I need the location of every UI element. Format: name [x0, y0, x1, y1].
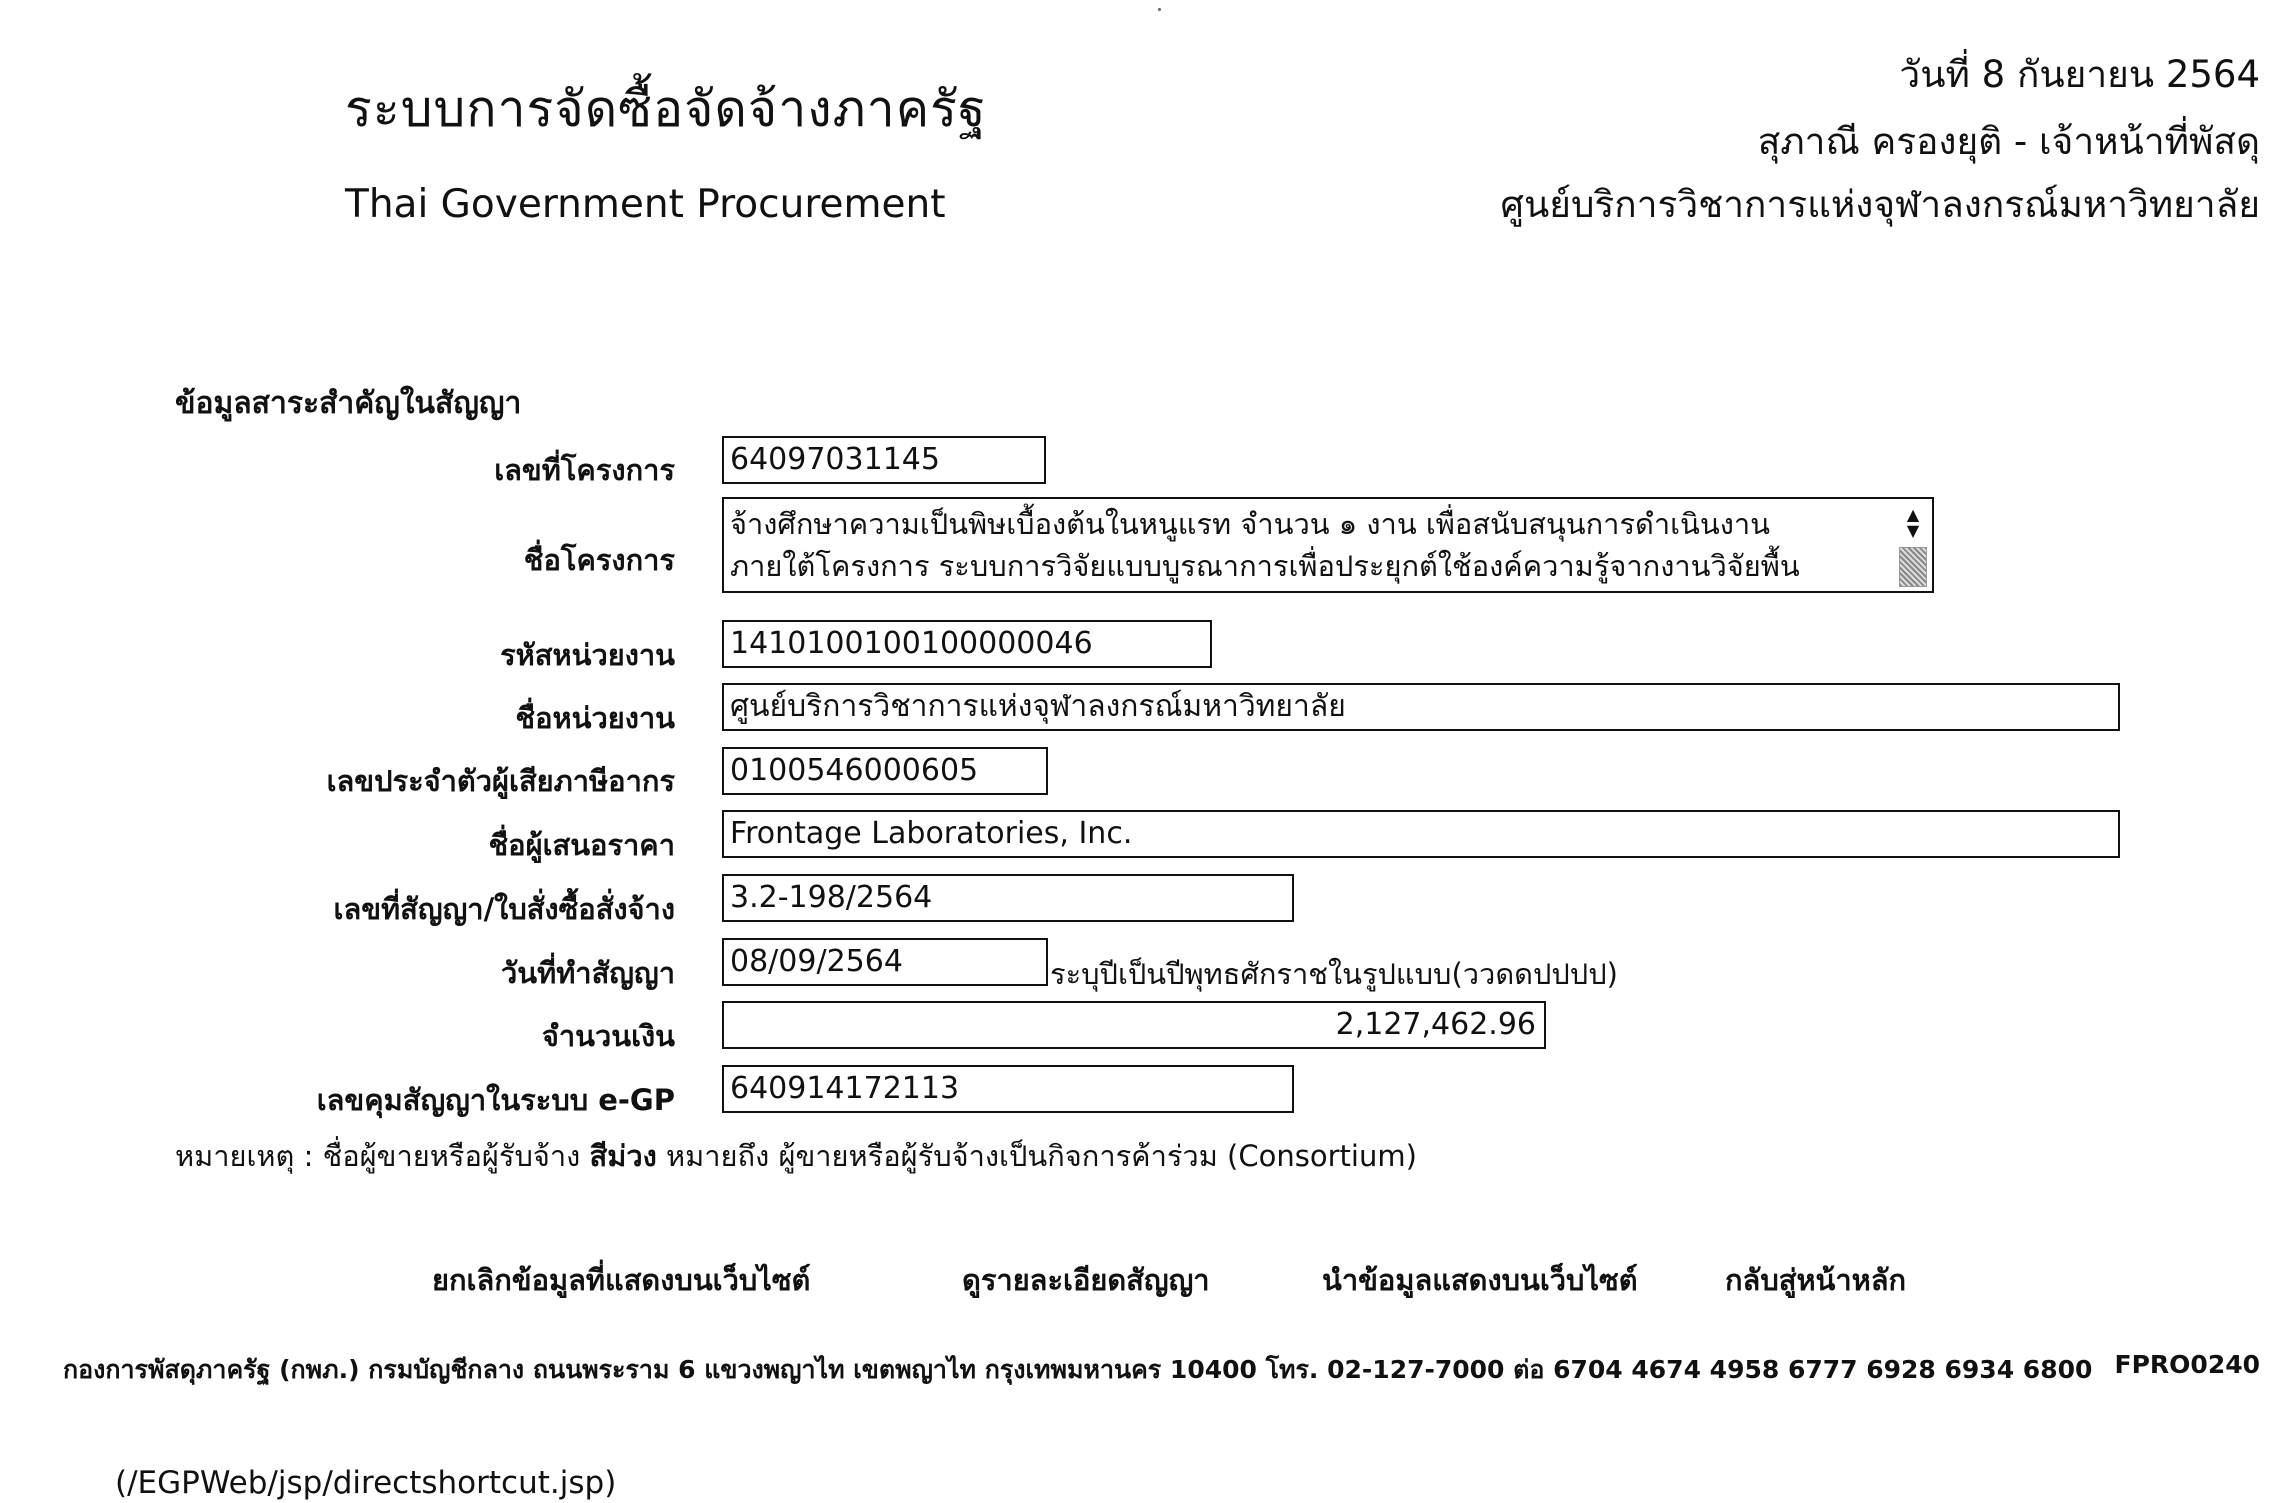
project-name-label: ชื่อโครงการ: [523, 543, 675, 577]
scroll-arrows-icon[interactable]: ▲ ▼: [1906, 507, 1920, 539]
bidder-name-label: ชื่อผู้เสนอราคา: [488, 828, 675, 862]
header-user: สุภาณี ครองยุติ - เจ้าหน้าที่พัสดุ: [1757, 120, 2260, 163]
note-prefix: หมายเหตุ : ชื่อผู้ขายหรือผู้รับจ้าง: [175, 1139, 581, 1173]
contract-no-label: เลขที่สัญญา/ใบสั่งซื้อสั่งจ้าง: [333, 892, 675, 926]
project-no-field[interactable]: 64097031145: [722, 436, 1046, 484]
agency-name-field[interactable]: ศูนย์บริการวิชาการแห่งจุฬาลงกรณ์มหาวิทยาลัย: [722, 683, 2120, 731]
view-contract-link[interactable]: ดูรายละเอียดสัญญา: [962, 1263, 1210, 1297]
egp-control-no-label: เลขคุมสัญญาในระบบ e-GP: [316, 1083, 675, 1117]
contract-date-label: วันที่ทำสัญญา: [500, 956, 675, 990]
project-name-line-1: จ้างศึกษาความเป็นพิษเบื้องต้นในหนูแรท จำนวน ๑ งาน เพื่อสนับสนุนการดำเนินงาน: [730, 507, 1770, 541]
scroll-thumb[interactable]: [1899, 547, 1927, 587]
contract-date-field[interactable]: 08/09/2564: [722, 938, 1048, 986]
back-to-home-link[interactable]: กลับสู่หน้าหลัก: [1725, 1263, 1907, 1297]
page-code: FPRO0240: [2114, 1350, 2260, 1379]
agency-code-label: รหัสหน่วยงาน: [500, 638, 675, 672]
agency-code-field[interactable]: 1410100100100000046: [722, 620, 1212, 668]
system-title-th: ระบบการจัดซื้อจัดจ้างภาครัฐ: [345, 80, 987, 138]
agency-name-label: ชื่อหน่วยงาน: [515, 701, 675, 735]
amount-field[interactable]: 2,127,462.96: [722, 1001, 1546, 1049]
stray-dot: [1158, 8, 1161, 11]
project-name-line-2: ภายใต้โครงการ ระบบการวิจัยแบบบูรณาการเพื่อประยุกต์ใช้องค์ความรู้จากงานวิจัยพื้น: [730, 549, 1800, 583]
section-title: ข้อมูลสาระสำคัญในสัญญา: [175, 386, 522, 421]
page-url: (/EGPWeb/jsp/directshortcut.jsp): [115, 1465, 617, 1501]
publish-link[interactable]: นำข้อมูลแสดงบนเว็บไซต์: [1322, 1263, 1638, 1297]
egp-control-no-field[interactable]: 640914172113: [722, 1065, 1294, 1113]
project-name-textarea[interactable]: [722, 497, 1934, 593]
consortium-note: [175, 1133, 1417, 1179]
header-organization: ศูนย์บริการวิชาการแห่งจุฬาลงกรณ์มหาวิทยาลัย: [1500, 183, 2260, 226]
note-suffix: หมายถึง ผู้ขายหรือผู้รับจ้างเป็นกิจการค้าร่วม (Consortium): [666, 1139, 1417, 1173]
tax-id-label: เลขประจำตัวผู้เสียภาษีอากร: [326, 764, 675, 798]
system-title-en: Thai Government Procurement: [345, 182, 946, 227]
cancel-publication-link[interactable]: ยกเลิกข้อมูลที่แสดงบนเว็บไซต์: [432, 1263, 811, 1297]
header-date: วันที่ 8 กันยายน 2564: [1899, 53, 2260, 96]
amount-label: จำนวนเงิน: [541, 1019, 675, 1053]
tax-id-field[interactable]: 0100546000605: [722, 747, 1048, 795]
contract-no-field[interactable]: 3.2-198/2564: [722, 874, 1294, 922]
footer-address: กองการพัสดุภาครัฐ (กพภ.) กรมบัญชีกลาง ถนนพระราม 6 แขวงพญาไท เขตพญาไท กรุงเทพมหานคร 10400 โทร. 02-127-7000 ต่อ 6704 4674 4958 6777 6928 6934 6800: [63, 1355, 2093, 1384]
project-no-label: เลขที่โครงการ: [494, 453, 675, 487]
note-highlight: สีม่วง: [589, 1139, 657, 1173]
project-name-scrollbar[interactable]: [1898, 503, 1928, 587]
bidder-name-field[interactable]: Frontage Laboratories, Inc.: [722, 810, 2120, 858]
contract-date-hint: ระบุปีเป็นปีพุทธศักราชในรูปแบบ(ววดดปปปป): [1050, 957, 1618, 991]
